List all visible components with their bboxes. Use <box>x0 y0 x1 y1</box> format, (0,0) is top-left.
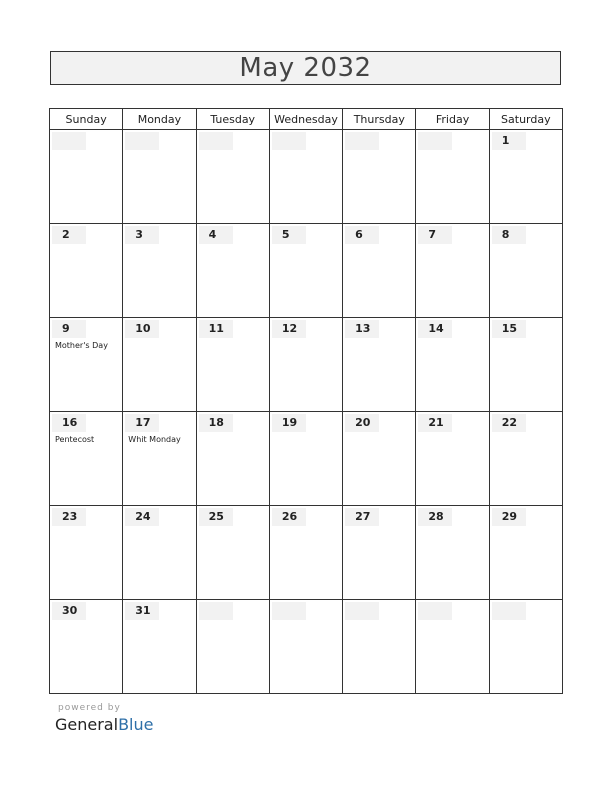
calendar-day-cell <box>343 412 416 506</box>
day-number <box>272 132 306 150</box>
calendar-day-cell <box>269 318 342 412</box>
day-number <box>52 132 86 150</box>
calendar-day-cell <box>196 412 269 506</box>
calendar-title: May 2032 <box>239 53 372 83</box>
calendar-day-cell <box>50 224 123 318</box>
calendar-day-cell <box>123 130 196 224</box>
holiday-label: Whit Monday <box>128 435 181 444</box>
day-number <box>345 132 379 150</box>
day-number <box>199 602 233 620</box>
weekday-header: Thursday <box>343 109 416 130</box>
calendar-day-cell <box>489 412 562 506</box>
day-number: 10 <box>125 320 159 338</box>
calendar-day-cell <box>489 130 562 224</box>
day-number <box>492 602 526 620</box>
calendar-week-row <box>50 506 563 600</box>
day-number: 31 <box>125 602 159 620</box>
day-number: 18 <box>199 414 233 432</box>
calendar-day-cell <box>416 224 489 318</box>
calendar-day-cell <box>343 224 416 318</box>
calendar-day-cell <box>416 130 489 224</box>
calendar-day-cell <box>196 318 269 412</box>
calendar-week-row <box>50 224 563 318</box>
day-number: 21 <box>418 414 452 432</box>
day-number: 24 <box>125 508 159 526</box>
day-number: 14 <box>418 320 452 338</box>
calendar-week-row <box>50 318 563 412</box>
day-number: 4 <box>199 226 233 244</box>
calendar-day-cell <box>269 224 342 318</box>
calendar-day-cell <box>489 600 562 694</box>
weekday-header: Tuesday <box>196 109 269 130</box>
calendar-day-cell <box>123 506 196 600</box>
day-number: 6 <box>345 226 379 244</box>
calendar-title-box <box>50 51 561 85</box>
calendar-day-cell <box>269 506 342 600</box>
weekday-header: Saturday <box>489 109 562 130</box>
weekday-header: Friday <box>416 109 489 130</box>
day-number: 19 <box>272 414 306 432</box>
calendar-week-row <box>50 600 563 694</box>
calendar-day-cell <box>343 130 416 224</box>
calendar-week-row <box>50 412 563 506</box>
calendar-day-cell <box>343 600 416 694</box>
holiday-label: Mother's Day <box>55 341 108 350</box>
day-number: 8 <box>492 226 526 244</box>
weekday-header: Wednesday <box>269 109 342 130</box>
brand-name-part1: General <box>55 715 119 734</box>
day-number: 13 <box>345 320 379 338</box>
calendar-day-cell <box>196 506 269 600</box>
calendar-day-cell <box>50 600 123 694</box>
day-number: 2 <box>52 226 86 244</box>
powered-by-label: powered by <box>58 703 121 713</box>
day-number: 22 <box>492 414 526 432</box>
day-number: 25 <box>199 508 233 526</box>
calendar-week-row <box>50 130 563 224</box>
calendar-day-cell <box>50 412 123 506</box>
day-number: 11 <box>199 320 233 338</box>
day-number <box>272 602 306 620</box>
day-number: 29 <box>492 508 526 526</box>
calendar-day-cell <box>416 600 489 694</box>
holiday-label: Pentecost <box>55 435 95 444</box>
calendar-day-cell <box>416 506 489 600</box>
calendar-day-cell <box>269 600 342 694</box>
brand-name-part2: Blue <box>118 715 154 734</box>
day-number <box>199 132 233 150</box>
day-number: 15 <box>492 320 526 338</box>
calendar-day-cell <box>123 224 196 318</box>
day-number: 5 <box>272 226 306 244</box>
calendar-day-cell <box>123 318 196 412</box>
calendar-day-cell <box>416 318 489 412</box>
day-number <box>418 132 452 150</box>
day-number: 20 <box>345 414 379 432</box>
day-number: 17 <box>125 414 159 432</box>
day-number: 27 <box>345 508 379 526</box>
calendar-day-cell <box>489 318 562 412</box>
weekday-header: Sunday <box>50 109 123 130</box>
day-number: 12 <box>272 320 306 338</box>
calendar-grid <box>49 108 563 694</box>
day-number: 16 <box>52 414 86 432</box>
calendar-day-cell <box>269 130 342 224</box>
calendar-day-cell <box>50 318 123 412</box>
day-number: 9 <box>52 320 86 338</box>
weekday-header-row <box>50 109 563 130</box>
day-number <box>125 132 159 150</box>
brand-logo <box>55 715 153 734</box>
calendar-day-cell <box>343 506 416 600</box>
day-number: 23 <box>52 508 86 526</box>
day-number: 30 <box>52 602 86 620</box>
day-number: 3 <box>125 226 159 244</box>
weekday-header: Monday <box>123 109 196 130</box>
calendar-day-cell <box>196 130 269 224</box>
calendar-day-cell <box>50 506 123 600</box>
calendar-day-cell <box>416 412 489 506</box>
day-number: 7 <box>418 226 452 244</box>
calendar-day-cell <box>123 600 196 694</box>
calendar-day-cell <box>489 506 562 600</box>
calendar-day-cell <box>123 412 196 506</box>
day-number: 26 <box>272 508 306 526</box>
calendar-day-cell <box>489 224 562 318</box>
day-number <box>345 602 379 620</box>
calendar-day-cell <box>196 224 269 318</box>
calendar-day-cell <box>50 130 123 224</box>
day-number: 1 <box>492 132 526 150</box>
day-number: 28 <box>418 508 452 526</box>
calendar-day-cell <box>196 600 269 694</box>
calendar-day-cell <box>269 412 342 506</box>
day-number <box>418 602 452 620</box>
calendar-day-cell <box>343 318 416 412</box>
